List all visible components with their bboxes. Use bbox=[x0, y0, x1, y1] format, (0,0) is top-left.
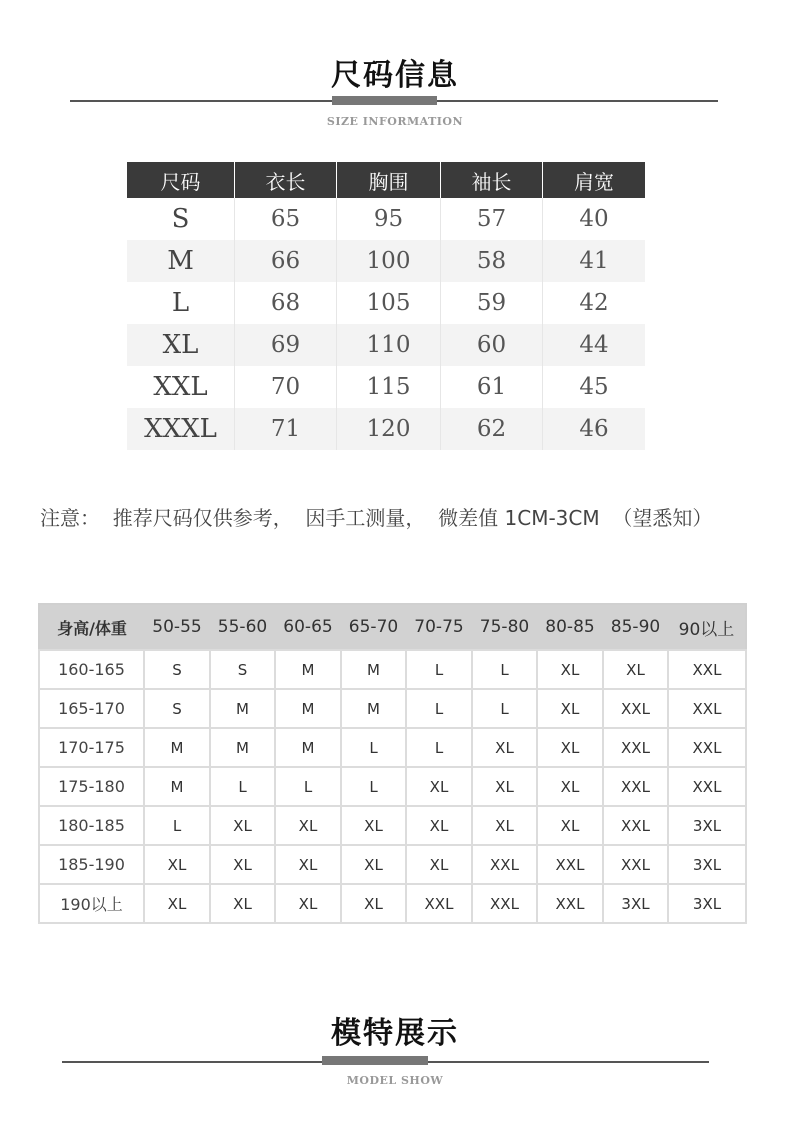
size-value-cell: 68 bbox=[235, 282, 337, 324]
fit-table-row bbox=[39, 845, 746, 884]
size-table-row bbox=[127, 408, 645, 450]
size-section-subtitle: SIZE INFORMATION bbox=[326, 115, 464, 128]
fit-table-size-cell: M bbox=[275, 650, 341, 689]
fit-table-size-cell: XL bbox=[537, 767, 603, 806]
size-value-cell: 120 bbox=[337, 408, 441, 450]
fit-table-size-cell: XXL bbox=[668, 650, 746, 689]
fit-table-weight-header: 80-85 bbox=[537, 604, 603, 650]
fit-table-height-cell: 160-165 bbox=[39, 650, 144, 689]
fit-table-size-cell: XXL bbox=[603, 845, 668, 884]
size-value-cell: 115 bbox=[337, 366, 441, 408]
size-value-cell: 62 bbox=[441, 408, 543, 450]
fit-table-size-cell: XL bbox=[537, 689, 603, 728]
fit-table-size-cell: XXL bbox=[406, 884, 472, 923]
fit-table-height-cell: 165-170 bbox=[39, 689, 144, 728]
fit-table-size-cell: S bbox=[210, 650, 275, 689]
size-label-cell: XXL bbox=[127, 366, 235, 408]
fit-table-height-cell: 185-190 bbox=[39, 845, 144, 884]
fit-table-header-row bbox=[39, 604, 746, 650]
fit-table-size-cell: XXL bbox=[537, 845, 603, 884]
size-table-row bbox=[127, 366, 645, 408]
fit-table-size-cell: XL bbox=[341, 845, 406, 884]
size-value-cell: 100 bbox=[337, 240, 441, 282]
fit-table-row bbox=[39, 884, 746, 923]
size-value-cell: 110 bbox=[337, 324, 441, 366]
fit-table-size-cell: 3XL bbox=[668, 806, 746, 845]
fit-table-size-cell: S bbox=[144, 650, 210, 689]
fit-table-height-cell: 190以上 bbox=[39, 884, 144, 923]
fit-table-size-cell: XL bbox=[210, 884, 275, 923]
size-section-title: 尺码信息 bbox=[331, 58, 459, 93]
fit-table-size-cell: M bbox=[341, 650, 406, 689]
fit-table-height-cell: 180-185 bbox=[39, 806, 144, 845]
size-table-header: 胸围 bbox=[337, 162, 441, 198]
fit-table-size-cell: XL bbox=[406, 806, 472, 845]
fit-table-size-cell: XL bbox=[144, 884, 210, 923]
fit-table-size-cell: XXL bbox=[603, 767, 668, 806]
size-value-cell: 60 bbox=[441, 324, 543, 366]
model-section-subtitle: MODEL SHOW bbox=[346, 1074, 444, 1087]
fit-table-size-cell: XXL bbox=[603, 728, 668, 767]
fit-table-size-cell: XL bbox=[341, 806, 406, 845]
fit-table bbox=[38, 603, 747, 924]
fit-table-row bbox=[39, 689, 746, 728]
fit-table-size-cell: XL bbox=[406, 845, 472, 884]
size-value-cell: 69 bbox=[235, 324, 337, 366]
size-label-cell: S bbox=[127, 198, 235, 240]
size-value-cell: 57 bbox=[441, 198, 543, 240]
fit-table-weight-header: 85-90 bbox=[603, 604, 668, 650]
fit-table-size-cell: XL bbox=[472, 728, 537, 767]
fit-table-size-cell: XXL bbox=[537, 884, 603, 923]
size-table-header: 肩宽 bbox=[543, 162, 646, 198]
fit-table-size-cell: XL bbox=[275, 884, 341, 923]
fit-table-weight-header: 65-70 bbox=[341, 604, 406, 650]
fit-table-size-cell: L bbox=[472, 689, 537, 728]
fit-table-size-cell: L bbox=[472, 650, 537, 689]
fit-table-size-cell: XL bbox=[406, 767, 472, 806]
size-table-row bbox=[127, 282, 645, 324]
fit-table-size-cell: XXL bbox=[668, 689, 746, 728]
fit-table-size-cell: XL bbox=[210, 806, 275, 845]
fit-table-corner: 身高/体重 bbox=[39, 604, 144, 650]
fit-table-weight-header: 75-80 bbox=[472, 604, 537, 650]
fit-table-row bbox=[39, 806, 746, 845]
fit-table-size-cell: XXL bbox=[668, 767, 746, 806]
size-value-cell: 65 bbox=[235, 198, 337, 240]
size-label-cell: M bbox=[127, 240, 235, 282]
size-value-cell: 58 bbox=[441, 240, 543, 282]
model-section-accent-bar bbox=[322, 1056, 428, 1065]
fit-table-row bbox=[39, 650, 746, 689]
size-value-cell: 42 bbox=[579, 290, 609, 316]
size-value-cell: 45 bbox=[579, 374, 609, 400]
size-table-row bbox=[127, 240, 645, 282]
fit-table-size-cell: XL bbox=[144, 845, 210, 884]
fit-table-size-cell: L bbox=[275, 767, 341, 806]
fit-table-size-cell: 3XL bbox=[603, 884, 668, 923]
size-value-cell: 40 bbox=[579, 206, 609, 232]
fit-table-size-cell: XL bbox=[537, 650, 603, 689]
fit-table-size-cell: XL bbox=[537, 806, 603, 845]
model-section-title: 模特展示 bbox=[331, 1016, 459, 1051]
fit-table-weight-header: 90以上 bbox=[668, 604, 746, 650]
size-value-cell: 61 bbox=[441, 366, 543, 408]
fit-table-size-cell: XXL bbox=[472, 884, 537, 923]
fit-table-size-cell: M bbox=[144, 767, 210, 806]
size-table-header: 尺码 bbox=[127, 162, 235, 198]
fit-table-size-cell: L bbox=[144, 806, 210, 845]
fit-table-size-cell: XL bbox=[341, 884, 406, 923]
fit-table-size-cell: L bbox=[406, 728, 472, 767]
fit-table-size-cell: XXL bbox=[668, 728, 746, 767]
fit-table-size-cell: XL bbox=[275, 845, 341, 884]
fit-table-size-cell: L bbox=[341, 728, 406, 767]
size-note: 注意： 推荐尺码仅供参考， 因手工测量， 微差值 1CM-3CM （望悉知） bbox=[40, 506, 713, 530]
size-label-cell: L bbox=[127, 282, 235, 324]
fit-table-size-cell: XL bbox=[603, 650, 668, 689]
size-table-header: 袖长 bbox=[441, 162, 543, 198]
fit-table-size-cell: XL bbox=[275, 806, 341, 845]
fit-table-weight-header: 60-65 bbox=[275, 604, 341, 650]
fit-table-size-cell: XXL bbox=[603, 806, 668, 845]
size-label-cell: XXXL bbox=[127, 408, 235, 450]
size-value-cell: 41 bbox=[543, 240, 646, 282]
fit-table-row bbox=[39, 767, 746, 806]
fit-table-size-cell: M bbox=[210, 689, 275, 728]
size-value-cell: 66 bbox=[235, 240, 337, 282]
fit-table-size-cell: L bbox=[406, 689, 472, 728]
fit-table-size-cell: XL bbox=[472, 767, 537, 806]
fit-table-size-cell: 3XL bbox=[668, 884, 746, 923]
size-table-header-row bbox=[127, 162, 645, 198]
fit-table-size-cell: S bbox=[144, 689, 210, 728]
fit-table-height-cell: 170-175 bbox=[39, 728, 144, 767]
fit-table-size-cell: M bbox=[275, 728, 341, 767]
fit-table-size-cell: M bbox=[144, 728, 210, 767]
size-value-cell: 70 bbox=[235, 366, 337, 408]
size-value-cell: 44 bbox=[543, 324, 646, 366]
fit-table-size-cell: XL bbox=[210, 845, 275, 884]
size-value-cell: 59 bbox=[441, 282, 543, 324]
fit-table-size-cell: L bbox=[210, 767, 275, 806]
fit-table-size-cell: XXL bbox=[472, 845, 537, 884]
fit-table-height-cell: 175-180 bbox=[39, 767, 144, 806]
size-value-cell: 105 bbox=[337, 282, 441, 324]
fit-table-size-cell: L bbox=[406, 650, 472, 689]
size-table-row bbox=[127, 198, 645, 240]
fit-table-weight-header: 70-75 bbox=[406, 604, 472, 650]
size-value-cell: 46 bbox=[543, 408, 646, 450]
fit-table-size-cell: M bbox=[275, 689, 341, 728]
fit-table-weight-header: 55-60 bbox=[210, 604, 275, 650]
size-table-header: 衣长 bbox=[235, 162, 337, 198]
fit-table-size-cell: M bbox=[341, 689, 406, 728]
size-label-cell: XL bbox=[127, 324, 235, 366]
fit-table-size-cell: XL bbox=[537, 728, 603, 767]
size-table bbox=[127, 162, 645, 450]
size-section-accent-bar bbox=[332, 96, 437, 105]
fit-table-weight-header: 50-55 bbox=[144, 604, 210, 650]
size-value-cell: 95 bbox=[337, 198, 441, 240]
fit-table-size-cell: L bbox=[341, 767, 406, 806]
fit-table-row bbox=[39, 728, 746, 767]
size-table-row bbox=[127, 324, 645, 366]
fit-table-size-cell: XL bbox=[472, 806, 537, 845]
fit-table-size-cell: M bbox=[210, 728, 275, 767]
size-value-cell: 71 bbox=[235, 408, 337, 450]
fit-table-size-cell: XXL bbox=[603, 689, 668, 728]
fit-table-size-cell: 3XL bbox=[668, 845, 746, 884]
